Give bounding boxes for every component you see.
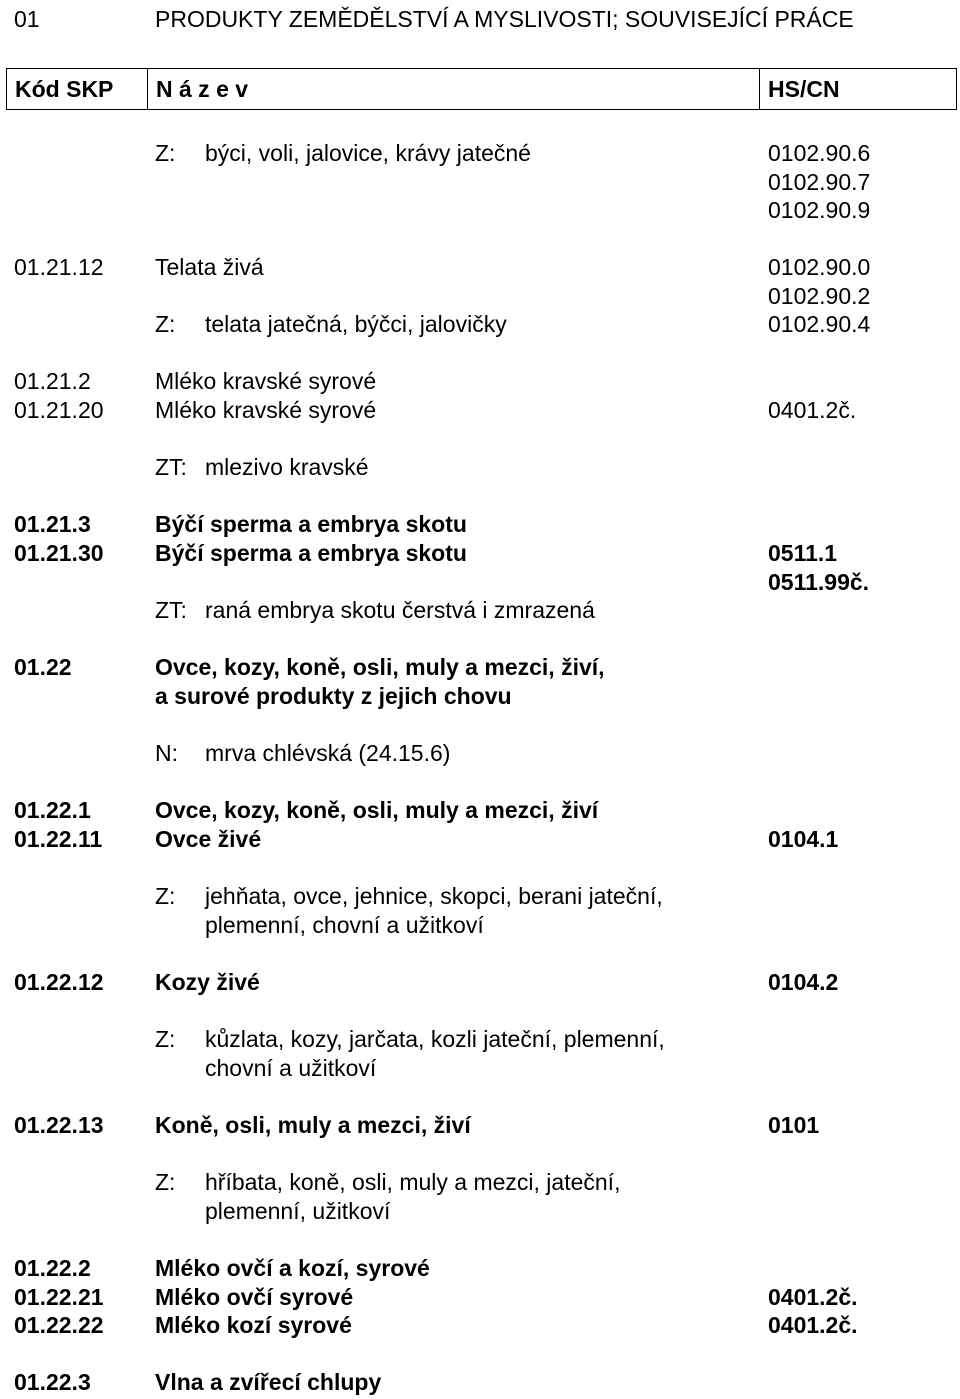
- hs-code: 0401.2č.: [768, 1284, 858, 1310]
- skp-code: 01.22: [14, 654, 72, 680]
- skp-code: 01.21.30: [14, 540, 104, 566]
- note-prefix: Z:: [155, 311, 176, 337]
- item-name: Ovce živé: [155, 826, 262, 852]
- item-name: Býčí sperma a embrya skotu: [155, 511, 467, 537]
- section-title: PRODUKTY ZEMĚDĚLSTVÍ A MYSLIVOSTI; SOUVISEJÍCÍ PRÁCE: [155, 6, 854, 32]
- item-name: Telata živá: [155, 254, 264, 280]
- note-text: mlezivo kravské: [205, 454, 369, 480]
- hs-code: 0104.1: [768, 826, 839, 852]
- note-prefix: Z:: [155, 140, 176, 166]
- section-code: 01: [14, 6, 40, 32]
- note-text: raná embrya skotu čerstvá i zmrazená: [205, 597, 595, 623]
- note-prefix: Z:: [155, 1026, 176, 1052]
- hs-code: 0102.90.4: [768, 311, 871, 337]
- item-name: Vlna a zvířecí chlupy: [155, 1369, 382, 1395]
- item-name: Mléko ovčí syrové: [155, 1284, 354, 1310]
- item-name: Kozy živé: [155, 969, 260, 995]
- hs-code: 0104.2: [768, 969, 839, 995]
- hs-code: 0102.90.6: [768, 140, 871, 166]
- note-prefix: Z:: [155, 1169, 176, 1195]
- note-text-cont: plemenní, užitkoví: [205, 1198, 391, 1224]
- note-text: telata jatečná, býčci, jalovičky: [205, 311, 507, 337]
- header-code: Kód SKP: [7, 69, 148, 109]
- item-name: Mléko ovčí a kozí, syrové: [155, 1255, 430, 1281]
- skp-code: 01.21.20: [14, 397, 104, 423]
- item-name: Mléko kozí syrové: [155, 1312, 352, 1338]
- skp-code: 01.22.22: [14, 1312, 104, 1338]
- skp-code: 01.22.12: [14, 969, 104, 995]
- hs-code: 0401.2č.: [768, 1312, 858, 1338]
- hs-code: 0102.90.0: [768, 254, 871, 280]
- skp-code: 01.22.13: [14, 1112, 104, 1138]
- hs-code: 0401.2č.: [768, 397, 857, 423]
- header-table: [6, 68, 957, 110]
- note-text: jehňata, ovce, jehnice, skopci, berani jateční,: [205, 883, 663, 909]
- hs-code: 0511.1: [768, 540, 838, 566]
- item-name: Ovce, kozy, koně, osli, muly a mezci, živí,: [155, 654, 605, 680]
- skp-code: 01.21.3: [14, 511, 91, 537]
- header-name: N á z e v: [148, 69, 760, 109]
- header-hscn: HS/CN: [768, 75, 840, 102]
- note-prefix: ZT:: [155, 454, 187, 480]
- hs-code: 0102.90.9: [768, 197, 871, 223]
- skp-code: 01.22.3: [14, 1369, 91, 1395]
- skp-code: 01.22.11: [14, 826, 103, 852]
- skp-code: 01.21.12: [14, 254, 104, 280]
- skp-code: 01.22.21: [14, 1284, 104, 1310]
- note-text-cont: chovní a užitkoví: [205, 1055, 377, 1081]
- note-prefix: ZT:: [155, 597, 187, 623]
- note-text: kůzlata, kozy, jarčata, kozli jateční, plemenní,: [205, 1026, 665, 1052]
- hs-code: 0101: [768, 1112, 820, 1138]
- note-prefix: Z:: [155, 883, 176, 909]
- note-prefix: N:: [155, 740, 178, 766]
- skp-code: 01.22.2: [14, 1255, 91, 1281]
- item-name-cont: a surové produkty z jejich chovu: [155, 683, 512, 709]
- skp-code: 01.21.2: [14, 368, 91, 394]
- skp-code: 01.22.1: [14, 797, 91, 823]
- note-text: býci, voli, jalovice, krávy jatečné: [205, 140, 531, 166]
- item-name: Koně, osli, muly a mezci, živí: [155, 1112, 471, 1138]
- note-text: hříbata, koně, osli, muly a mezci, jateční,: [205, 1169, 621, 1195]
- hs-code: 0511.99č.: [768, 569, 870, 595]
- note-text-cont: plemenní, chovní a užitkoví: [205, 912, 484, 938]
- hs-code: 0102.90.2: [768, 283, 871, 309]
- item-name: Mléko kravské syrové: [155, 368, 377, 394]
- item-name: Ovce, kozy, koně, osli, muly a mezci, živí: [155, 797, 599, 823]
- item-name: Býčí sperma a embrya skotu: [155, 540, 467, 566]
- hs-code: 0102.90.7: [768, 169, 871, 195]
- item-name: Mléko kravské syrové: [155, 397, 377, 423]
- note-text: mrva chlévská (24.15.6): [205, 740, 451, 766]
